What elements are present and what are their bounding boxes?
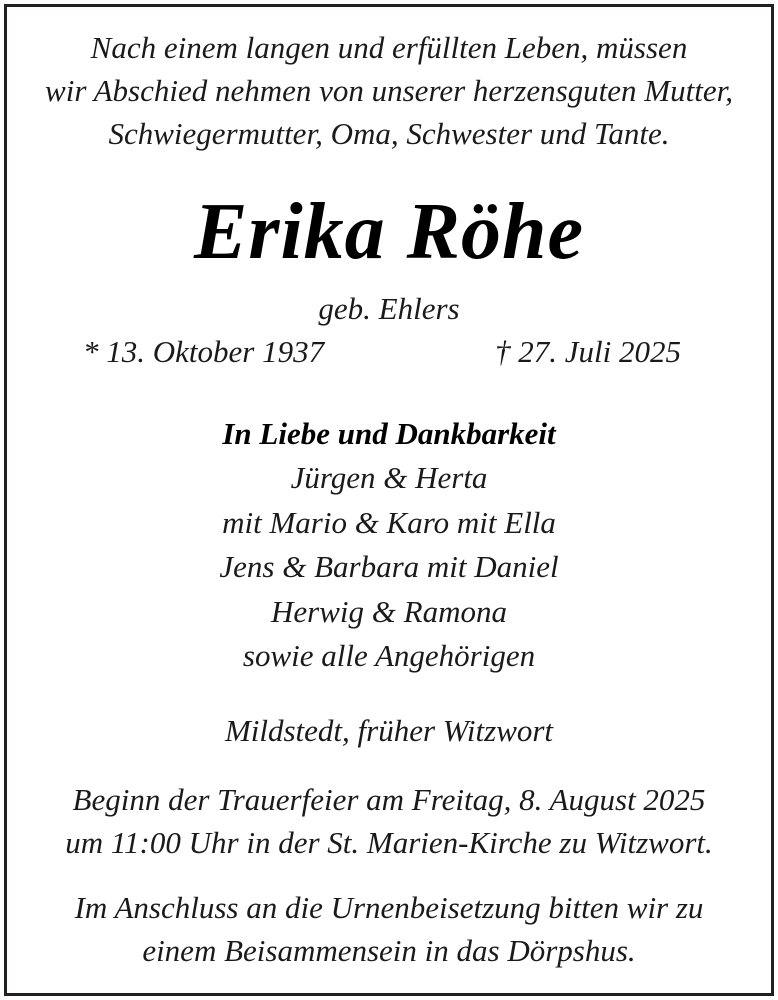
mourner-line: Herwig & Ramona	[271, 594, 507, 629]
gathering-line-2: einem Beisammensein in das Dörpshus.	[142, 933, 636, 968]
intro-line-1: Nach einem langen und erfüllten Leben, müssen	[90, 30, 688, 65]
mourner-line: Jürgen & Herta	[290, 460, 488, 495]
deceased-name: Erika Röhe	[193, 188, 585, 276]
gathering-line-1: Im Anschluss an die Urnenbeisetzung bitten wir zu	[74, 890, 704, 925]
birth-date: * 13. Oktober 1937	[83, 334, 325, 369]
mourner-line: mit Mario & Karo mit Ella	[222, 505, 556, 540]
death-date: † 27. Juli 2025	[495, 334, 681, 369]
mourner-line: sowie alle Angehörigen	[242, 638, 536, 673]
funeral-line-2: um 11:00 Uhr in der St. Marien-Kirche zu Witzwort.	[65, 825, 713, 860]
mourners-heading: In Liebe und Dankbarkeit	[222, 416, 556, 451]
mourner-line: Jens & Barbara mit Daniel	[219, 549, 559, 584]
maiden-name: geb. Ehlers	[318, 291, 460, 326]
residence-location: Mildstedt, früher Witzwort	[224, 713, 554, 748]
intro-line-2: wir Abschied nehmen von unserer herzensguten Mutter,	[45, 73, 733, 108]
funeral-line-1: Beginn der Trauerfeier am Freitag, 8. August 2025	[72, 782, 706, 817]
intro-line-3: Schwiegermutter, Oma, Schwester und Tante.	[108, 116, 670, 151]
